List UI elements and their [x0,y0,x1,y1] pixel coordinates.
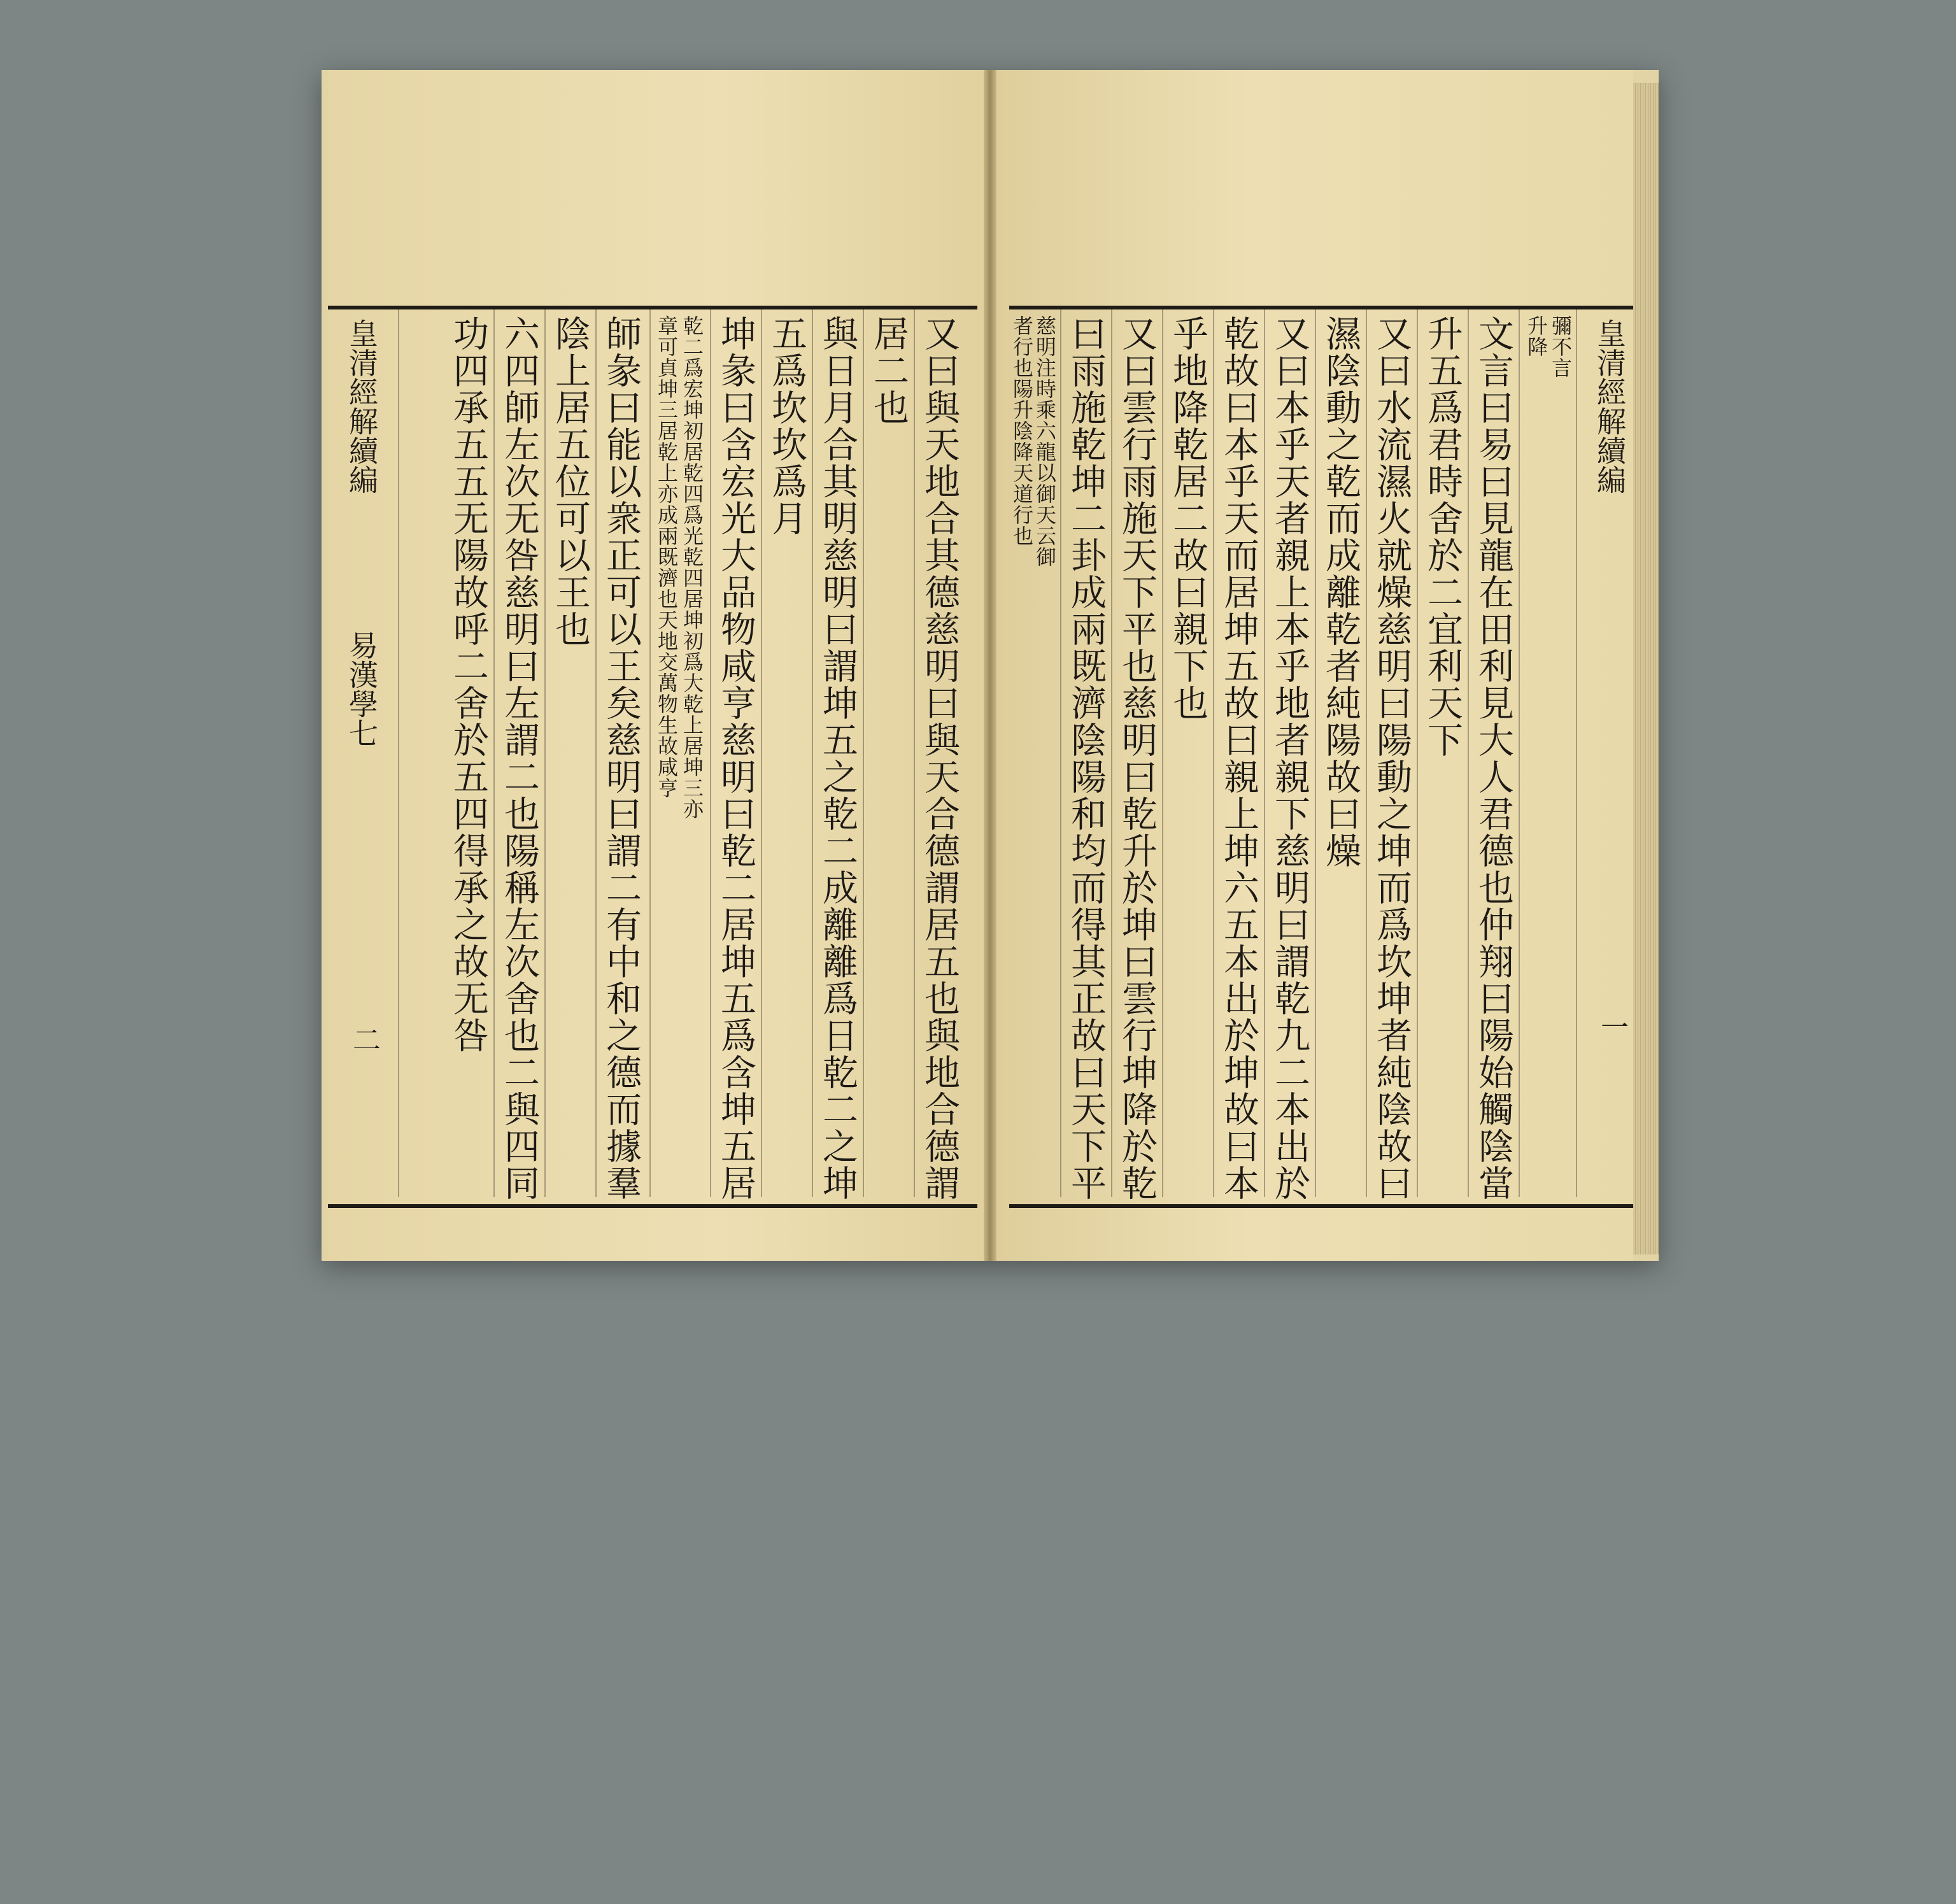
book-gutter [984,70,996,1261]
page-edges [1633,83,1659,1254]
right-col-8: 乎地降乾居二故曰親下也 [1167,315,1208,721]
right-col-9: 又曰雲行雨施天下平也慈明曰乾升於坤曰雲行坤降於乾 [1116,315,1158,1202]
left-page [328,70,984,1261]
left-col-7: 師彖曰能以衆正可以王矣慈明曰謂二有中和之德而據羣 [600,315,642,1202]
left-col-9: 六四師左次无咎慈明曰左謂二也陽稱左次舍也二與四同 [499,315,540,1202]
right-col-6: 又曰本乎天者親上本乎地者親下慈明曰謂乾九二本出於 [1269,315,1310,1202]
right-col-4: 又曰水流濕火就燥慈明曰陽動之坤而爲坎坤者純陰故曰 [1371,315,1412,1202]
left-col-6-note-a: 乾二爲宏坤初居乾四爲光乾四居坤初爲大乾上居坤三亦 [680,315,704,820]
right-col-5: 濕陰動之乾而成離乾者純陽故曰燥 [1320,315,1361,869]
left-margin-title: 皇清經解續編 [344,318,379,494]
right-col-3: 升五爲君時舍於二宜利天下 [1422,315,1463,758]
left-col-4: 五爲坎坎爲月 [766,315,807,537]
right-col-10: 曰雨施乾坤二卦成兩既濟陰陽和均而得其正故曰天下平 [1065,315,1107,1202]
left-col-6-note-b: 章可貞坤三居乾上亦成兩既濟也天地交萬物生故咸亨 [655,315,679,799]
left-col-1: 又曰與天地合其德慈明曰與天合德謂居五也與地合德謂 [919,315,960,1202]
right-margin-folio: 一 [1596,1012,1628,1041]
left-margin-folio: 二 [348,1025,380,1053]
right-col-1-note-b: 升降 [1524,315,1548,357]
left-col-10: 功四承五五无陽故呼二舍於五四得承之故无咎 [448,315,489,1054]
right-col-1-note-a: 彌不言 [1548,315,1573,378]
right-col-11-note-a: 慈明注時乘六龍以御天云御 [1033,315,1057,567]
left-col-8: 陰上居五位可以王也 [549,315,591,648]
left-col-3: 與日月合其明慈明曰謂坤五之乾二成離離爲日乾二之坤 [817,315,858,1202]
right-margin-title: 皇清經解續編 [1592,318,1627,494]
right-col-7: 乾故曰本乎天而居坤五故曰親上坤六五本出於坤故曰本 [1218,315,1259,1202]
open-book [322,70,1659,1261]
right-col-11-note-b: 者行也陽升陰降天道行也 [1010,315,1034,546]
left-margin-section: 易漢學七 [344,630,379,748]
left-col-2: 居二也 [868,315,909,426]
left-col-5: 坤彖曰含宏光大品物咸亨慈明曰乾二居坤五爲含坤五居 [715,315,756,1202]
right-col-2: 文言曰易曰見龍在田利見大人君德也仲翔曰陽始觸陰當 [1473,315,1514,1202]
right-page [996,70,1633,1261]
